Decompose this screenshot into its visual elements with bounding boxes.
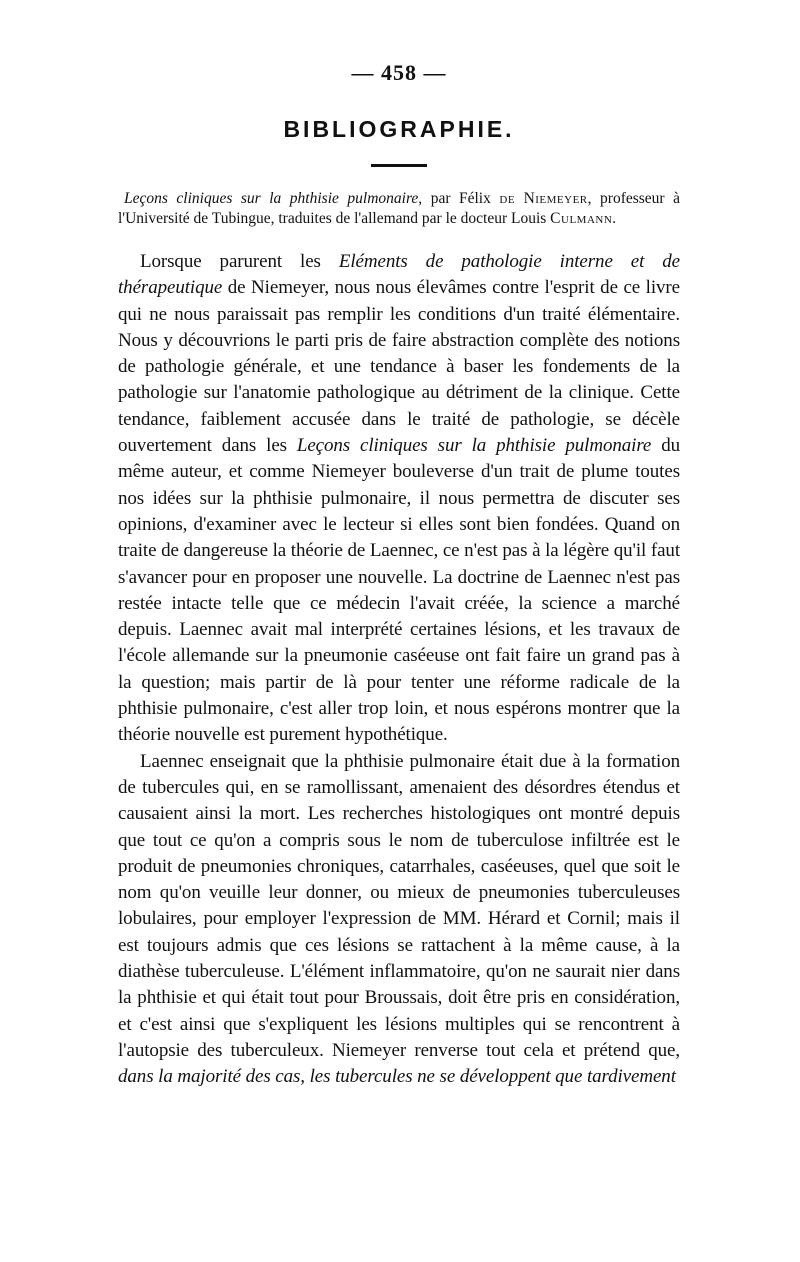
body-text: [118, 249, 680, 1091]
paragraph-2: [118, 749, 680, 1091]
bibliographic-reference: [118, 189, 680, 229]
paragraph-1-text-a: Lorsque parurent les: [140, 251, 339, 272]
paragraph-2-text-a: Laennec enseignait que la phthisie pulmonaire était due à la formation de tubercules qui, en se ramollissant, amenaient des désordres étendus et causaient ainsi la mort. Les recherches histologiques ont montré depuis que tout ce qu'on a compris sous le nom de tuberculose infiltrée est le produit de pneumonies chroniques, catarrhales, caséeuses, quel que soit le nom qu'on veuille leur donner, ou mieux de pneumonies tuberculeuses lobulaires, pour employer l'expression de MM. Hérard et Cornil; mais il est toujours admis que ces lésions se rattachent à la même cause, à la diathèse tuberculeuse. L'élément inflammatoire, qu'on ne saurait nier dans la phthisie et qui était tout pour Broussais, doit être pris en considération, et c'est ainsi que s'expliquent les lésions multiples qui se rencontrent à l'autopsie des tuberculeux. Niemeyer renverse tout cela et prétend que,: [118, 750, 680, 1061]
reference-end: .: [612, 210, 617, 227]
paragraph-1-book-title-1: Eléments de pathologie interne et de thérapeutique: [118, 251, 680, 299]
reference-details: , professeur à l'Université de Tubingue, traduites de l'allemand par le docteur Louis: [118, 190, 680, 227]
paragraph-1-text-e: du même auteur, et comme Niemeyer bouleverse d'un trait de plume toutes nos idées sur la phthisie pulmonaire, il nous permettra de discuter ses opinions, d'examiner avec le lecteur si elles sont bien fondées. Quand on traite de dangereuse la théorie de Laennec, ce n'est pas à la légère qu'il faut s'avancer pour en proposer une nouvelle. La doctrine de Laennec n'est pas restée intacte telle que ce médecin l'avait créée, la science a marché depuis. Laennec avait mal interprété certaines lésions, et les travaux de l'école allemande sur la pneumonie caséeuse ont fait faire un grand pas à la question; mais partir de là pour tenter une réforme radicale de la phthisie pulmonaire, c'est aller trop loin, et nous espérons montrer que la théorie nouvelle est purement hypothétique.: [118, 435, 680, 746]
paragraph-1: [118, 249, 680, 749]
paragraph-1-text-c: de Niemeyer, nous nous élevâmes contre l'esprit de ce livre qui ne nous paraissait pas remplir les conditions d'un traité élémentaire. Nous y découvrions le parti pris de faire abstraction complète des notions de pathologie générale, et une tendance à baser les fondements de la pathologie sur l'anatomie pathologique au détriment de la clinique. Cette tendance, faiblement accusée dans le traité de pathologie, se décèle ouvertement dans les: [118, 277, 680, 457]
book-page: [118, 58, 680, 1091]
title-divider: [371, 164, 427, 167]
page-number: — 458 —: [351, 60, 447, 85]
reference-author-particle: de: [499, 190, 516, 207]
paragraph-1-book-title-2: Leçons cliniques sur la phthisie pulmonaire: [296, 435, 652, 457]
reference-author-name: Niemeyer: [523, 190, 588, 207]
reference-by: par Félix: [422, 190, 500, 207]
section-title: BIBLIOGRAPHIE.: [283, 116, 515, 142]
reference-translator: Culmann: [550, 210, 613, 227]
paragraph-2-quote: dans la majorité des cas, les tubercules ne se développent que tardivement: [118, 1066, 676, 1088]
reference-title: Leçons cliniques sur la phthisie pulmonaire,: [124, 190, 423, 207]
